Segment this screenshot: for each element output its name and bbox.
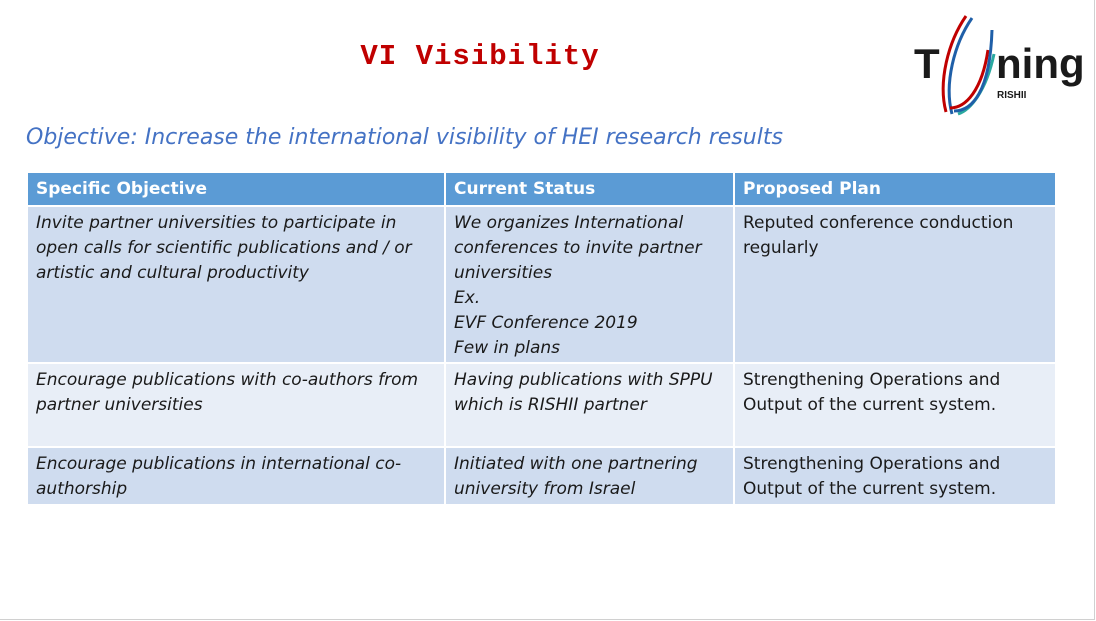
status-line: Initiated with one partnering university from Israel (454, 454, 698, 499)
header-proposed-plan: Proposed Plan (734, 173, 1056, 206)
status-line: EVF Conference 2019 (454, 313, 638, 333)
logo-letter-t: T (914, 40, 940, 87)
table-row (28, 206, 1056, 363)
logo-letters-ning: ning (996, 40, 1085, 87)
cell-plan: Reputed conference conduction regularly (734, 206, 1056, 363)
header-specific-objective: Specific Objective (28, 173, 445, 206)
visibility-plan-table (28, 173, 1057, 506)
cell-plan: Strengthening Operations and Output of the current system. (734, 447, 1056, 505)
cell-objective: Invite partner universities to participate in open calls for scientific publications and / or artistic and cultural productivity (28, 206, 445, 363)
objective-heading: Objective: Increase the international visibility of HEI research results (26, 125, 783, 150)
status-line: We organizes International conferences to invite partner universities (454, 213, 702, 283)
cell-objective: Encourage publications with co-authors from partner universities (28, 363, 445, 447)
cell-status (445, 447, 734, 505)
status-line: Having publications with SPPU which is RISHII partner (454, 370, 713, 415)
table-header-row (28, 173, 1056, 206)
table-row (28, 363, 1056, 447)
header-current-status: Current Status (445, 173, 734, 206)
cell-objective: Encourage publications in international co-authorship (28, 447, 445, 505)
logo-subtitle: RISHII (997, 90, 1027, 101)
status-line: Ex. (454, 288, 481, 308)
slide-title: VI Visibility (360, 40, 600, 73)
cell-status (445, 206, 734, 363)
cell-plan: Strengthening Operations and Output of the current system. (734, 363, 1056, 447)
cell-status (445, 363, 734, 447)
table-row (28, 447, 1056, 505)
tuning-logo (908, 12, 1088, 117)
status-line: Few in plans (454, 338, 561, 358)
